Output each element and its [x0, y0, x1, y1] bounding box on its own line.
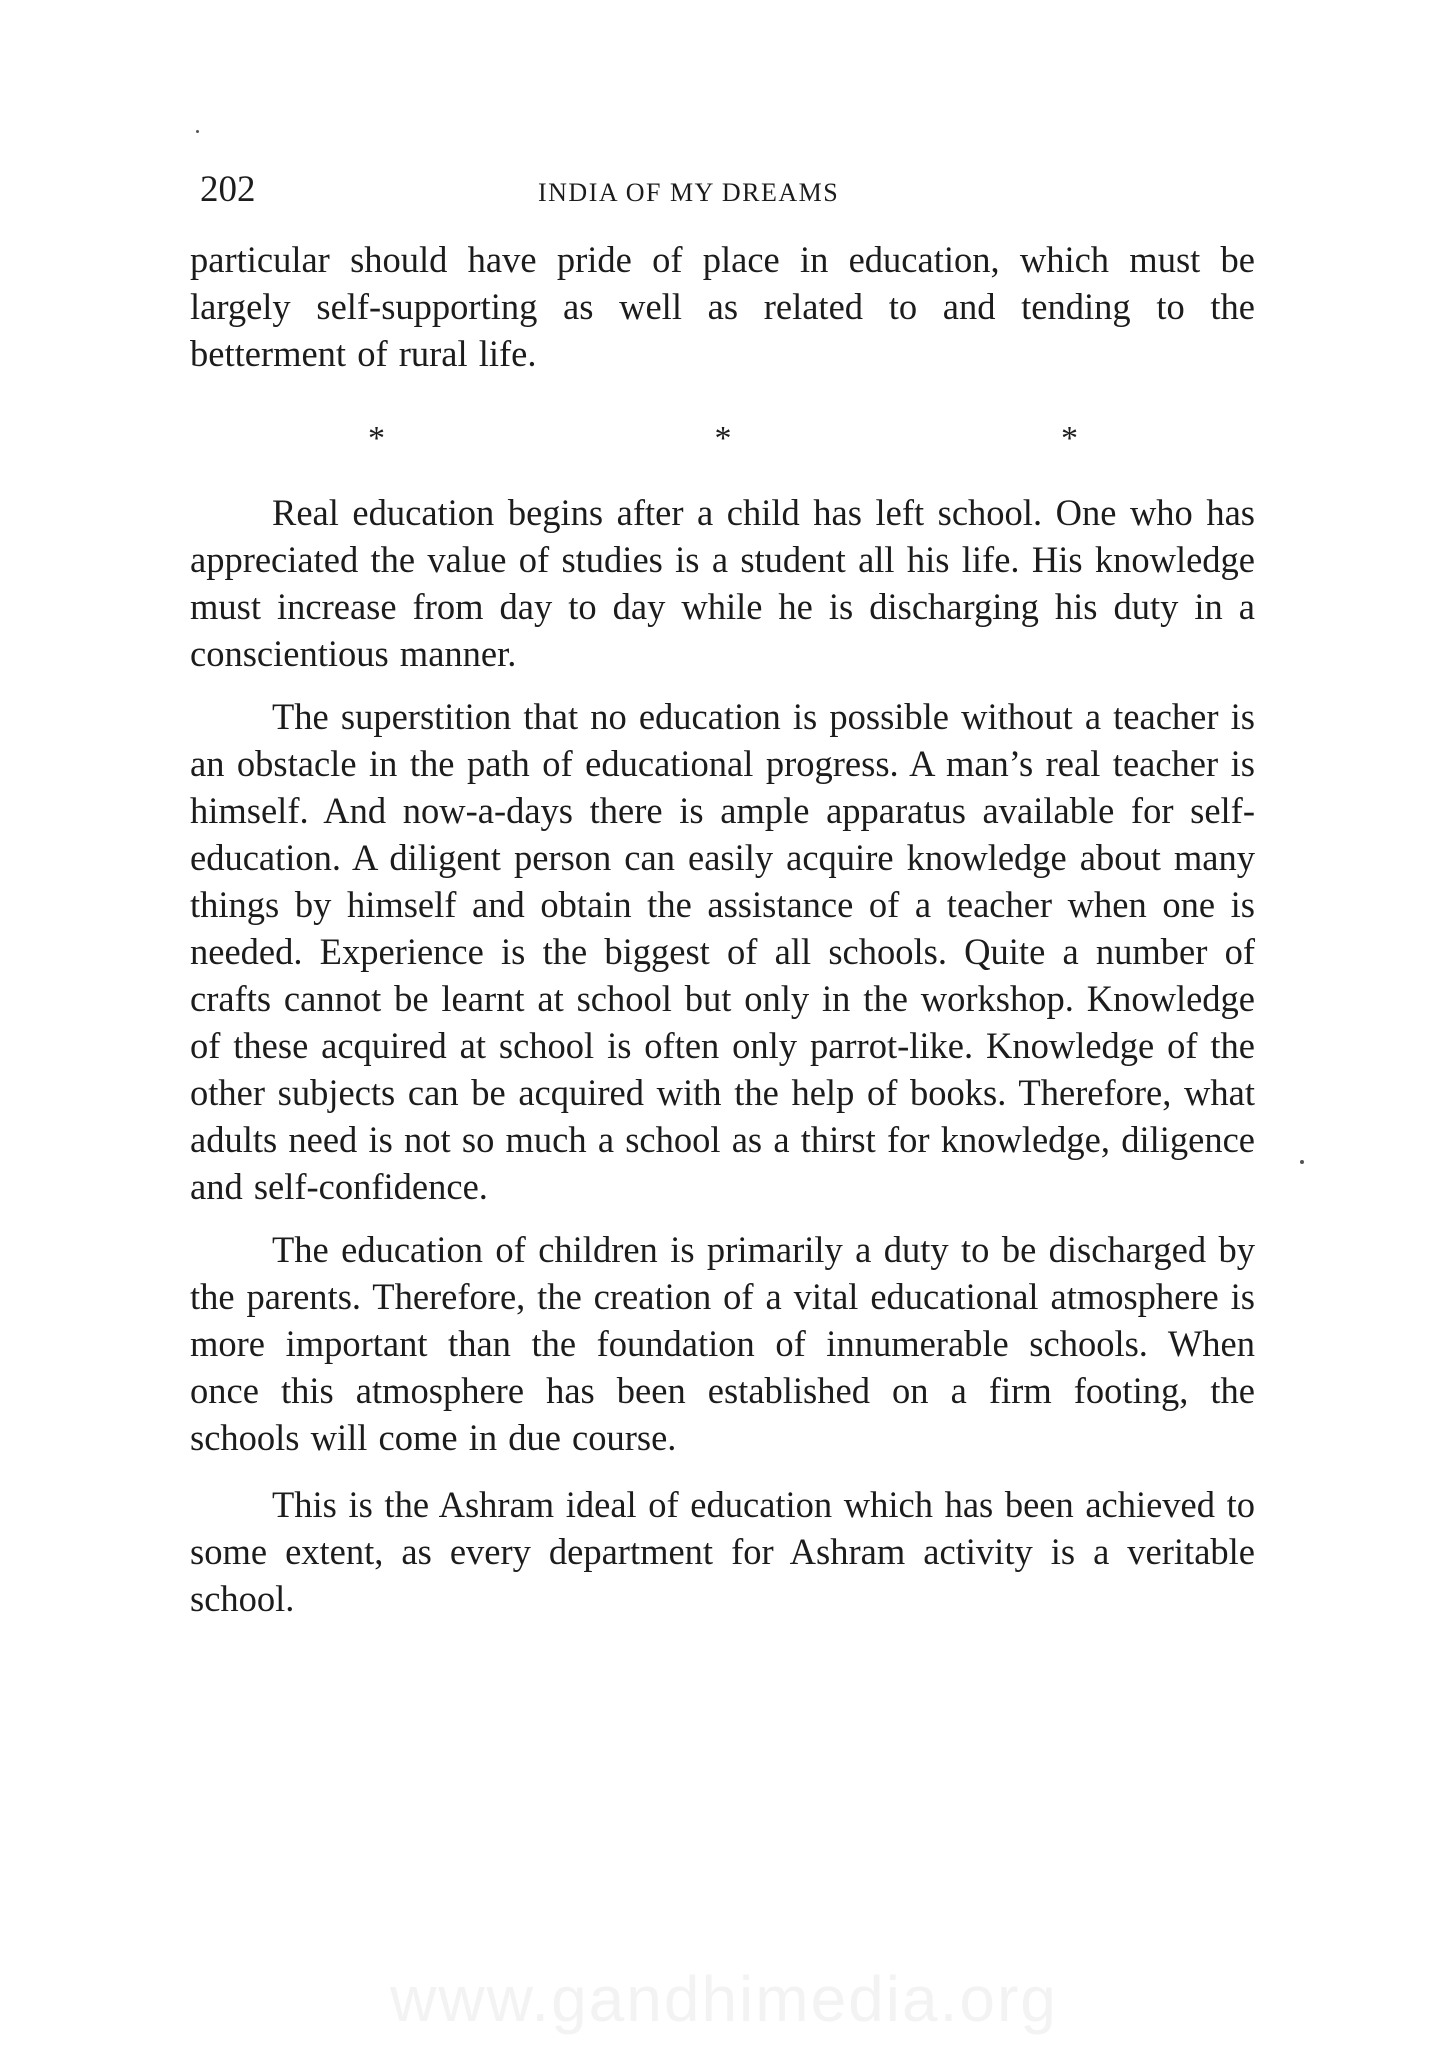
page-number: 202 [200, 169, 256, 210]
paragraph-ashram-ideal: This is the Ashram ideal of education which has been achieved to some extent, as every department for Ashram activity is a veritable school. [190, 1484, 1255, 1619]
body-text [190, 236, 1255, 1622]
section-separator [368, 417, 1078, 461]
paragraph-real-education: Real education begins after a child has left school. One who has appreciated the value of studies is a student all his life. His knowledge must increase from day to day while he is discharging his duty in a conscientious manner. [190, 492, 1255, 674]
separator-asterisk: * [714, 420, 732, 457]
page-header [200, 168, 1260, 218]
running-title: INDIA OF MY DREAMS [538, 178, 840, 207]
separator-asterisk: * [368, 420, 385, 457]
scan-speck [196, 130, 199, 133]
separator-asterisk: * [1061, 420, 1078, 457]
paragraph-continued: particular should have pride of place in education, which must be largely self-supporting as well as related to and tending to the betterment of rural life. [190, 239, 1255, 374]
watermark: www.gandhimedia.org [390, 1963, 1058, 2035]
paragraph-superstition: The superstition that no education is possible without a teacher is an obstacle in the path of educational progress. A man’s real teacher is himself. And now-a-days there is ample apparatus available for self-education. A diligent person can easily acquire knowledge about many things by himself and obtain the assistance of a teacher when one is needed. Experience is the biggest of all schools. Quite a number of crafts cannot be learnt at school but only in the workshop. Knowledge of these acquired at school is often only parrot-like. Knowledge of the other subjects can be acquired with the help of books. Therefore, what adults need is not so much a school as a thirst for knowledge, diligence and self-confidence. [190, 696, 1255, 1207]
scan-speck [1300, 1160, 1304, 1164]
paragraph-children-education: The education of children is primarily a duty to be discharged by the parents. Therefore, the creation of a vital educational atmosphere is more important than the foundation of innumerable schools. When once this atmosphere has been established on a firm footing, the schools will come in due course. [190, 1229, 1255, 1458]
